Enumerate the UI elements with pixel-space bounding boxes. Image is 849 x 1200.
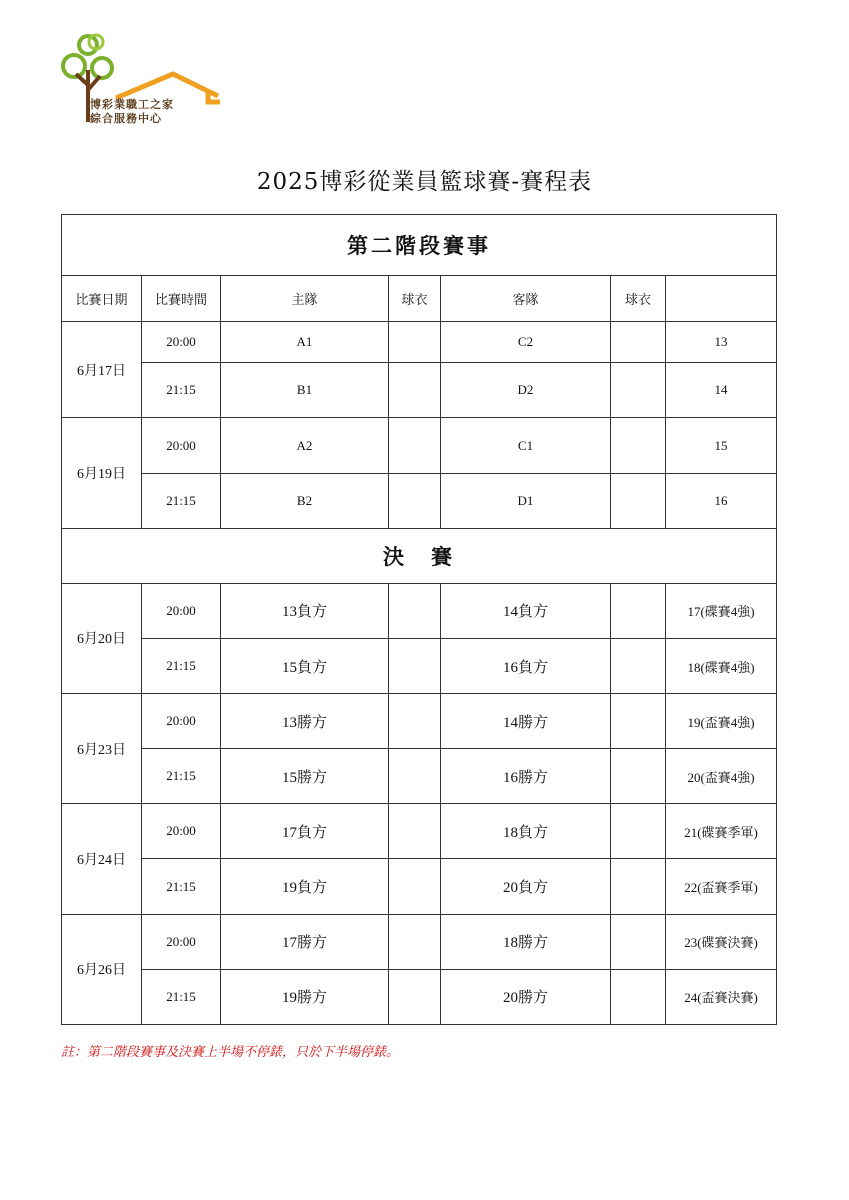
time-cell: 20:00 [142,583,221,638]
date-cell: 6月26日 [62,914,142,1024]
time-cell: 21:15 [142,749,221,804]
header-jersey-away: 球衣 [611,276,666,322]
table-row [62,473,777,528]
home-team-cell: 17負方 [221,804,389,859]
table-row [62,363,777,418]
away-jersey-cell [611,583,666,638]
time-cell: 20:00 [142,322,221,363]
table-row [62,749,777,804]
time-cell: 21:15 [142,969,221,1024]
home-team-cell: A2 [221,418,389,473]
game-no-cell: 23(碟賽決賽) [666,914,777,969]
time-cell: 20:00 [142,804,221,859]
home-jersey-cell [389,969,441,1024]
date-cell: 6月19日 [62,418,142,528]
game-no-cell: 14 [666,363,777,418]
away-jersey-cell [611,638,666,693]
logo [58,30,228,130]
home-jersey-cell [389,694,441,749]
table-row [62,583,777,638]
away-team-cell: C2 [441,322,611,363]
away-team-cell: 20勝方 [441,969,611,1024]
date-cell: 6月17日 [62,322,142,418]
home-team-cell: A1 [221,322,389,363]
time-cell: 21:15 [142,363,221,418]
home-jersey-cell [389,914,441,969]
home-jersey-cell [389,363,441,418]
away-team-cell: D2 [441,363,611,418]
home-jersey-cell [389,749,441,804]
game-no-cell: 18(碟賽4強) [666,638,777,693]
away-team-cell: 14勝方 [441,694,611,749]
away-team-cell: D1 [441,473,611,528]
logo-line1: 博彩業職工之家 [90,98,174,111]
table-row [62,969,777,1024]
away-jersey-cell [611,749,666,804]
game-no-cell: 24(盃賽決賽) [666,969,777,1024]
away-team-cell: C1 [441,418,611,473]
table-row [62,694,777,749]
home-team-cell: 17勝方 [221,914,389,969]
away-team-cell: 16勝方 [441,749,611,804]
date-cell: 6月23日 [62,694,142,804]
time-cell: 20:00 [142,418,221,473]
game-no-cell: 16 [666,473,777,528]
header-home: 主隊 [221,276,389,322]
table-row [62,914,777,969]
header-away: 客隊 [441,276,611,322]
home-jersey-cell [389,859,441,914]
away-team-cell: 18負方 [441,804,611,859]
header-game-no [666,276,777,322]
game-no-cell: 15 [666,418,777,473]
home-team-cell: 19負方 [221,859,389,914]
table-row [62,322,777,363]
page-title: 2025博彩從業員籃球賽-賽程表 [256,169,593,195]
home-team-cell: 15負方 [221,638,389,693]
home-jersey-cell [389,418,441,473]
time-cell: 21:15 [142,859,221,914]
away-team-cell: 16負方 [441,638,611,693]
home-jersey-cell [389,322,441,363]
away-team-cell: 14負方 [441,583,611,638]
home-jersey-cell [389,473,441,528]
home-team-cell: 15勝方 [221,749,389,804]
away-jersey-cell [611,914,666,969]
header-time: 比賽時間 [142,276,221,322]
table-row [62,638,777,693]
home-team-cell: B2 [221,473,389,528]
table-row [62,804,777,859]
game-no-cell: 21(碟賽季軍) [666,804,777,859]
game-no-cell: 20(盃賽4強) [666,749,777,804]
table-row [62,418,777,473]
section-finals-title: 決 賽 [62,528,777,583]
home-team-cell: B1 [221,363,389,418]
header-row [62,276,777,322]
game-no-cell: 19(盃賽4強) [666,694,777,749]
home-jersey-cell [389,638,441,693]
schedule-table [61,214,777,1025]
home-jersey-cell [389,583,441,638]
header-jersey-home: 球衣 [389,276,441,322]
home-team-cell: 13負方 [221,583,389,638]
time-cell: 21:15 [142,638,221,693]
away-jersey-cell [611,322,666,363]
date-cell: 6月24日 [62,804,142,914]
logo-line2: 綜合服務中心 [90,112,162,125]
away-jersey-cell [611,363,666,418]
away-jersey-cell [611,418,666,473]
footnote: 註：第二階段賽事及決賽上半場不停錶，只於下半場停錶。 [61,1045,400,1060]
home-team-cell: 19勝方 [221,969,389,1024]
home-team-cell: 13勝方 [221,694,389,749]
game-no-cell: 22(盃賽季軍) [666,859,777,914]
away-jersey-cell [611,804,666,859]
time-cell: 20:00 [142,694,221,749]
header-date: 比賽日期 [62,276,142,322]
away-team-cell: 18勝方 [441,914,611,969]
away-jersey-cell [611,694,666,749]
section-stage2-title: 第二階段賽事 [62,215,777,276]
time-cell: 21:15 [142,473,221,528]
table-row [62,859,777,914]
away-jersey-cell [611,859,666,914]
game-no-cell: 17(碟賽4強) [666,583,777,638]
time-cell: 20:00 [142,914,221,969]
home-jersey-cell [389,804,441,859]
game-no-cell: 13 [666,322,777,363]
away-jersey-cell [611,969,666,1024]
away-jersey-cell [611,473,666,528]
date-cell: 6月20日 [62,583,142,693]
away-team-cell: 20負方 [441,859,611,914]
